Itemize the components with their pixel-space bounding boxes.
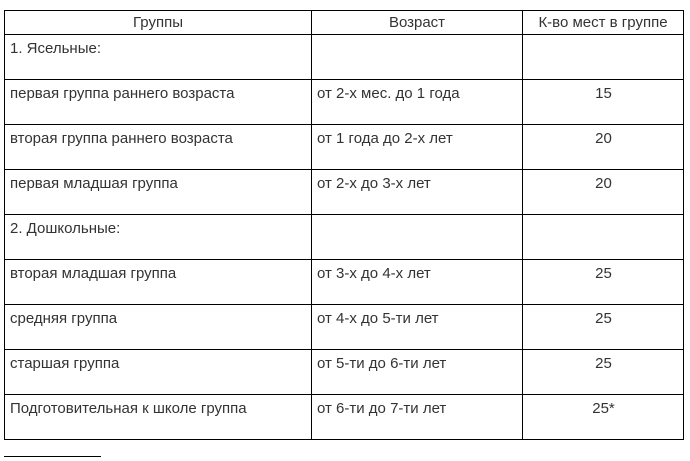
group-cell: первая группа раннего возраста	[5, 80, 312, 125]
group-cell: Подготовительная к школе группа	[5, 395, 312, 440]
header-age: Возраст	[312, 11, 523, 35]
group-cell: первая младшая группа	[5, 170, 312, 215]
header-places: К-во мест в группе	[523, 11, 684, 35]
table-row	[5, 125, 684, 170]
table-row	[5, 305, 684, 350]
table-row	[5, 350, 684, 395]
places-cell: 25*	[523, 395, 684, 440]
age-cell: от 2-х мес. до 1 года	[312, 80, 523, 125]
places-cell: 15	[523, 80, 684, 125]
age-cell	[312, 215, 523, 260]
age-cell: от 1 года до 2-х лет	[312, 125, 523, 170]
table-header-row	[5, 11, 684, 35]
header-groups: Группы	[5, 11, 312, 35]
table-row	[5, 170, 684, 215]
age-cell: от 3-х до 4-х лет	[312, 260, 523, 305]
age-cell: от 2-х до 3-х лет	[312, 170, 523, 215]
table-row	[5, 260, 684, 305]
group-cell: старшая группа	[5, 350, 312, 395]
age-cell	[312, 35, 523, 80]
group-cell: вторая младшая группа	[5, 260, 312, 305]
places-cell: 20	[523, 125, 684, 170]
table-row	[5, 35, 684, 80]
table-row	[5, 215, 684, 260]
table-row	[5, 395, 684, 440]
group-cell: вторая группа раннего возраста	[5, 125, 312, 170]
age-cell: от 6-ти до 7-ти лет	[312, 395, 523, 440]
footnote-separator	[4, 456, 101, 457]
places-cell	[523, 35, 684, 80]
places-cell: 25	[523, 350, 684, 395]
groups-table	[4, 10, 684, 440]
places-cell: 20	[523, 170, 684, 215]
group-cell: 2. Дошкольные:	[5, 215, 312, 260]
group-cell: 1. Ясельные:	[5, 35, 312, 80]
age-cell: от 5-ти до 6-ти лет	[312, 350, 523, 395]
group-cell: средняя группа	[5, 305, 312, 350]
table-row	[5, 80, 684, 125]
places-cell: 25	[523, 260, 684, 305]
places-cell: 25	[523, 305, 684, 350]
places-cell	[523, 215, 684, 260]
age-cell: от 4-х до 5-ти лет	[312, 305, 523, 350]
